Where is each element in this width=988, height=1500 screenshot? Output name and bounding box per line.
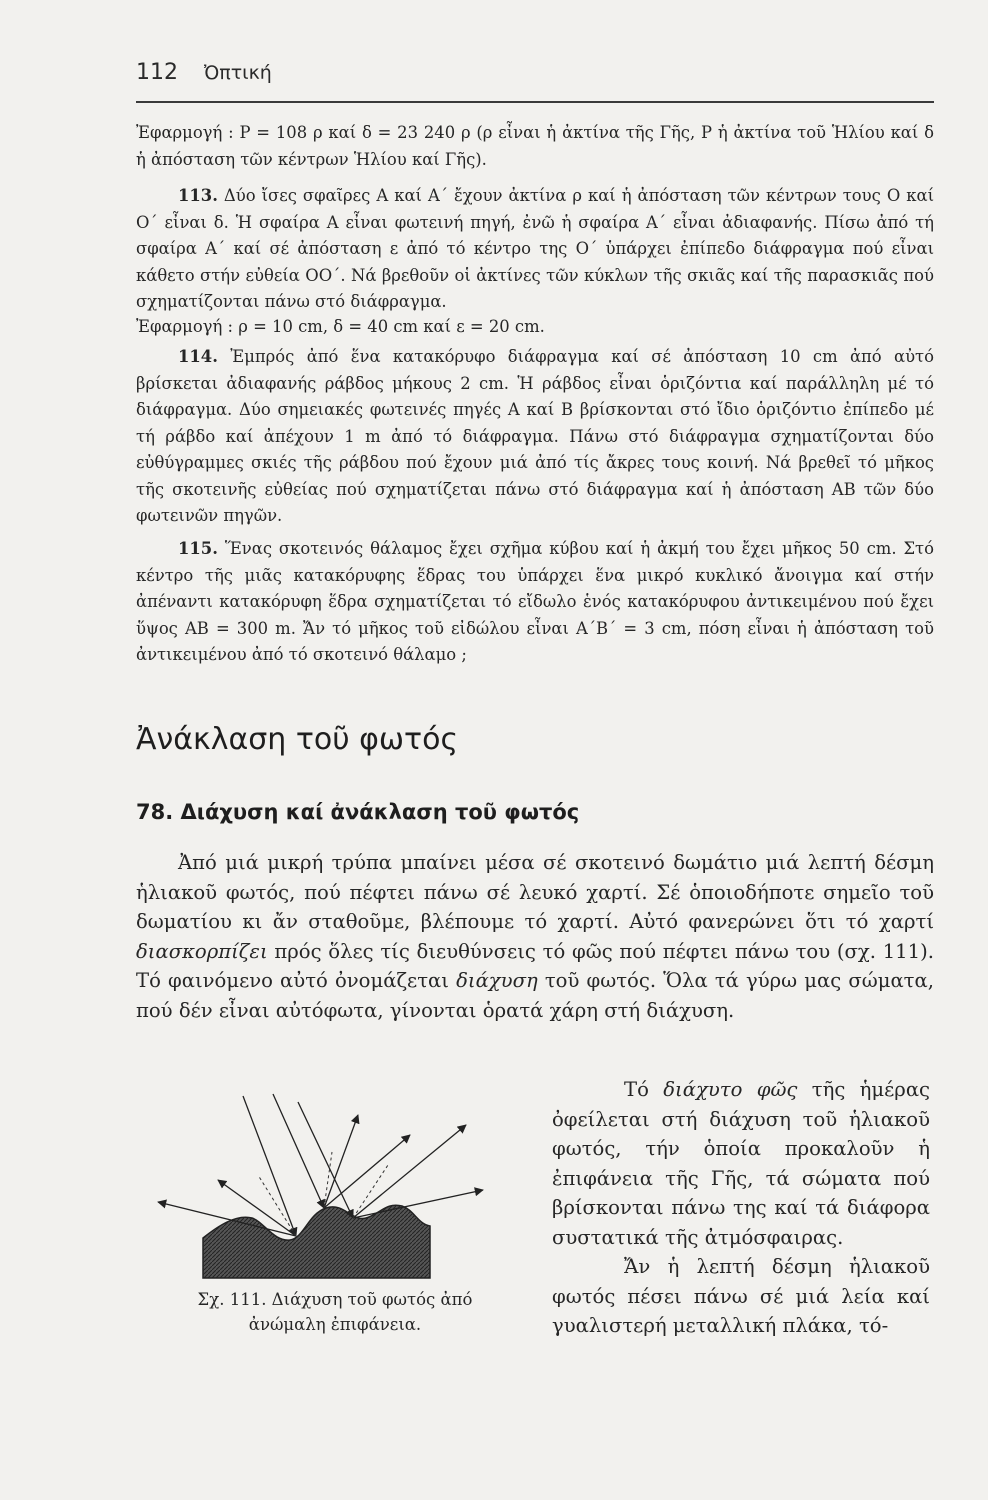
figure-caption: Σχ. 111. Διάχυση τοῦ φωτός ἀπό ἀνώμαλη ἐπιφάνεια. [197, 1290, 473, 1334]
header-rule [136, 101, 934, 103]
body-paragraph-1 [136, 848, 934, 1025]
rough-surface [203, 1205, 430, 1278]
body-text: πρός ὅλες τίς διευθύνσεις τό φῶς πού πέφτει πάνω του (σχ. 111). Τό φαινόμενο αὐτό ὀνομάζεται [136, 939, 934, 992]
body-text: Ἀπό μιά μικρή τρύπα μπαίνει μέσα σέ σκοτεινό δωμάτιο μιά λεπτή δέσμη ἡλιακοῦ φωτός, πού πέφτει πάνω σέ λευκό χαρτί. Σέ ὁποιοδήποτε σημεῖο τοῦ δωματίου κι ἄν σταθοῦμε, βλέπουμε τό χαρτί. Αὐτό φανερώνει ὅτι τό χαρτί [136, 851, 934, 933]
body-paragraph-2 [552, 1075, 930, 1252]
running-title: Ὀπτική [204, 62, 272, 84]
emphasis-term: διασκορπίζει [136, 939, 268, 963]
section-title: Ἀνάκλαση τοῦ φωτός [136, 722, 459, 757]
problem-115-text: Ἕνας σκοτεινός θάλαμος ἔχει σχῆμα κύβου καί ἡ ἀκμή του ἔχει μῆκος 50 cm. Στό κέντρο τῆς μιᾶς κατακόρυφης ἕδρας του ὑπάρχει ἕνα μικρό κυκλικό ἄνοιγμα καί στήν ἀπέναντι κατακόρυφη ἕδρα σχηματίζεται τό εἴδωλο ἑνός κατακόρυφου ἀντικειμένου πού ἔχει ὕψος ΑΒ = 300 m. Ἄν τό μῆκος τοῦ εἰδώλου εἶναι Α΄Β΄ = 3 cm, πόση εἶναι ἡ ἀπόσταση τοῦ ἀντικειμένου ἀπό τό σκοτεινό θάλαμο ; [136, 539, 934, 664]
problem-113-text: Δύο ἴσες σφαῖρες Α καί Α΄ ἔχουν ἀκτίνα ρ καί ἡ ἀπόσταση τῶν κέντρων τους Ο καί Ο΄ εἶναι δ. Ἡ σφαίρα Α εἶναι φωτεινή πηγή, ἐνῶ ἡ σφαίρα Α΄ εἶναι ἀδιαφανής. Πίσω ἀπό τή σφαίρα Α΄ καί σέ ἀπόσταση ε ἀπό τό κέντρο της Ο΄ ὑπάρχει ἐπίπεδο διάφραγμα πού εἶναι κάθετο στήν εὐθεία ΟΟ΄. Νά βρεθοῦν οἱ ἀκτίνες τῶν κύκλων τῆς σκιᾶς καί τῆς παρασκιᾶς πού σχηματίζονται πάνω στό διάφραγμα. [136, 186, 934, 311]
subsection-title: 78. Διάχυση καί ἀνάκλαση τοῦ φωτός [136, 800, 580, 824]
problem-113-number: 113. [178, 186, 218, 205]
body-text: τοῦ φωτός. Ὅλα τά γύρω μας σώματα, πού δέν εἶναι αὐτόφωτα, γίνονται ὁρατά χάρη στή διάχυση. [136, 969, 934, 1022]
body-paragraph-3: Ἄν ἡ λεπτή δέσμη ἡλιακοῦ φωτός πέσει πάνω σέ μιά λεία καί γυαλιστερή μεταλλική πλάκα, τό- [552, 1255, 930, 1337]
problem-114-text: Ἐμπρός ἀπό ἕνα κατακόρυφο διάφραγμα καί σέ ἀπόσταση 10 cm ἀπό αὐτό βρίσκεται ἀδιαφανής ράβδος μήκους 2 cm. Ἡ ράβδος εἶναι ὁριζόντια καί παράλληλη μέ τό διάφραγμα. Δύο σημειακές φωτεινές πηγές Α καί Β βρίσκονται στό ἴδιο ὁριζόντιο ἐπίπεδο μέ τή ράβδο καί ἀπέχουν 1 m ἀπό τό διάφραγμα. Πάνω στό διάφραγμα σχηματίζονται δύο εὐθύγραμμες σκιές τῆς ράβδου πού ἔχουν μιά ἀπό τίς ἄκρες τους κοινή. Νά βρεθεῖ τό μῆκος τῆς σκοτεινῆς εὐθείας πού σχηματίζεται πάνω στό διάφραγμα καί ἡ ἀπόσταση ΑΒ τῶν δύο φωτεινῶν πηγῶν. [136, 347, 934, 525]
application-113: Ἐφαρμογή : ρ = 10 cm, δ = 40 cm καί ε = 20 cm. [136, 317, 545, 336]
problem-115 [136, 536, 934, 669]
page-number: 112 [136, 60, 178, 85]
body-text: τῆς ἡμέρας ὀφείλεται στή διάχυση τοῦ ἡλιακοῦ φωτός, τήν ὁποία προκαλοῦν ἡ ἐπιφάνεια τῆς Γῆς, τά σώματα πού βρίσκονται πάνω της καί τά διάφορα συστατικά τῆς ἀτμόσφαιρας. [552, 1078, 931, 1249]
problem-114-number: 114. [178, 347, 218, 366]
problem-114 [136, 344, 934, 530]
emphasis-term: διάχυτο φῶς [663, 1078, 798, 1101]
application-112: Ἐφαρμογή : P = 108 ρ καί δ = 23 240 ρ (ρ εἶναι ἡ ἀκτίνα τῆς Γῆς, P ἡ ἀκτίνα τοῦ Ἡλίου καί δ ἡ ἀπόσταση τῶν κέντρων Ἡλίου καί Γῆς). [136, 123, 934, 169]
problem-113 [136, 183, 934, 316]
problem-115-number: 115. [178, 539, 218, 558]
emphasis-term: διάχυση [456, 969, 538, 992]
diffusion-figure [148, 1090, 498, 1290]
body-text: Τό [624, 1078, 664, 1101]
page-header [136, 58, 934, 98]
